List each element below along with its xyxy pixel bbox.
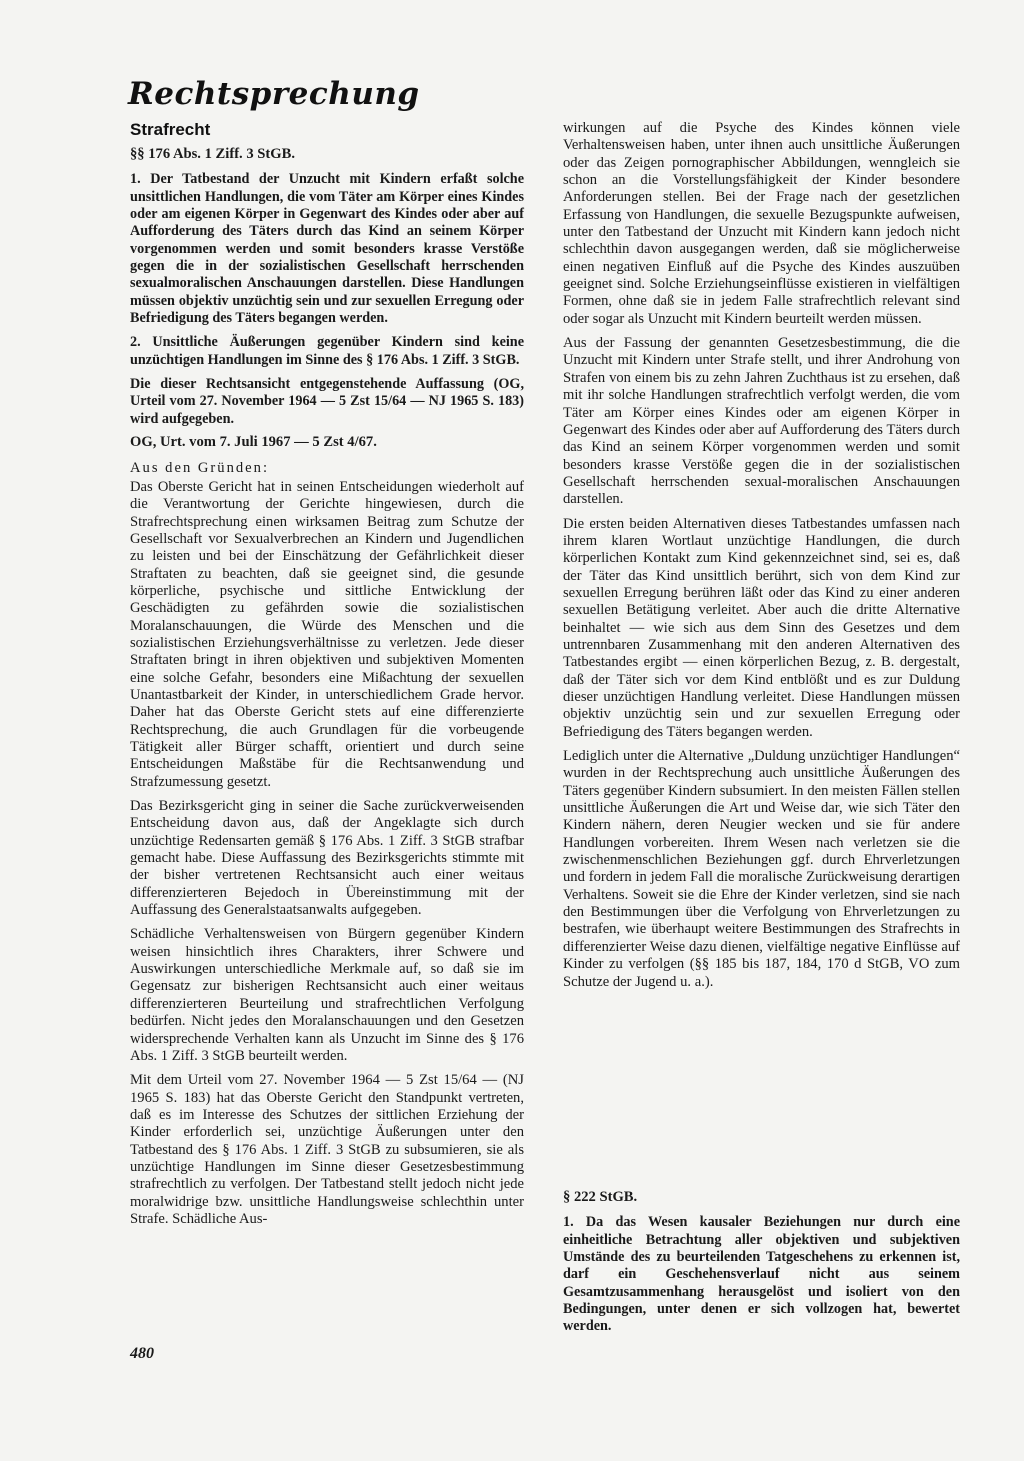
case-reference: §§ 176 Abs. 1 Ziff. 3 StGB. [130,146,296,162]
left-column [130,120,524,1231]
paragraph: Schädliche Verhaltensweisen von Bürgern gegenüber Kindern weisen hinsichtlich ihres Charakters, ihrer Schwere und Auswirkungen unterschiedliche Merkmale auf, so daß sie im Gegensatz zur bisherigen Rechtsansicht auch einer weitaus differenzierteren Beurteilung und strafrechtlichen Verfolgung bedürfen. Nicht jedes den Moralanschauungen und den Gesetzen widersprechende Verhalten kann als Unzucht im Sinne des § 176 Abs. 1 Ziff. 3 StGB beurteilt werden. [130,926,524,1064]
paragraph: Das Bezirksgericht ging in seiner die Sache zurückverweisenden Entscheidung davon aus, daß der Angeklagte sich durch unzüchtige Redensarten gemäß § 176 Abs. 1 Ziff. 3 StGB strafbar gemacht habe. Diese Auffassung des Bezirksgerichts stimmte mit der bisher vertretenen Rechtsansicht auch einer weitaus differenzierteren Bejedoch in Übereinstimmung mit der Auffassung des Generalstaatsanwalts aufgegeben. [130,798,524,919]
headnote-1: 1. Da das Wesen kausaler Beziehungen nur durch eine einheitliche Betrachtung aller objektiven und subjektiven Umstände des zu beurteilenden Tatgeschehens zu erkennen ist, darf ein Geschehensverlauf nicht aus seinem Gesamtzusammenhang herausgelöst und isoliert von den Bedingungen, unter denen er sich vollzogen hat, bewertet werden. [563,1214,960,1335]
paragraph: Die ersten beiden Alternativen dieses Tatbestandes umfassen nach ihrem klaren Wortlaut unzüchtige Handlungen, die durch körperlichen Kontakt zum Kind gekennzeichnet sind, sei es, daß der Täter das Kind unsittlich berührt, sich von dem Kind zur sexuellen Erregung berühren läßt oder das Kind zu einer anderen sexuellen Betätigung verleitet. Aber auch die dritte Alternative beinhaltet — wie sich aus dem Sinn des Gesetzes und dem untrennbaren Zusammenhang mit den anderen Alternativen des Tatbestandes ergibt — einen körperlichen Bezug, z. B. dergestalt, daß der Täter sich vor dem Kind entblößt und es zur Duldung dieser unzüchtigen Handlung verleitet. Diese Handlungen müssen objektiv unzüchtig sein und zur sexuellen Erregung oder Befriedigung des Täters begangen werden. [563,515,960,740]
section-title: Strafrecht [130,120,211,139]
paragraph: Lediglich unter die Alternative „Duldung unzüchtiger Handlungen“ wurden in der Rechtsprechung auch unsittliche Äußerungen des Täters gegenüber Kindern subsumiert. In den meisten Fällen stellen unsittliche Äußerungen die Art und Weise dar, wie sich Täter den Kindern nähern, deren Neugier wecken und sie für andere Handlungen vorbereiten. Ihrem Wesen nach verletzen sie die zwischenmenschlichen Beziehungen ggf. durch Ehrverletzungen und fordern in jedem Fall die moralische Zurückweisung derartigen Verhaltens. Soweit sie die Ehre der Kinder verletzen, sind sie nach den Bestimmungen über die Verfolgung von Ehrverletzungen zu bestrafen, wie überhaupt weitere Bestimmungen des Strafrechts in differenzierter Weise dazu dienen, vielfältige negative Einflüsse auf Kinder zu verfolgen (§§ 185 bis 187, 184, 170 d StGB, VO zum Schutze der Jugend u. a.). [563,748,960,990]
headnote-1: 1. Der Tatbestand der Unzucht mit Kindern erfaßt solche unsittlichen Handlungen, die vom Täter am Körper eines Kindes oder am eigenen Körper in Gegenwart des Kindes oder aber auf Aufforderung des Täters durch das Kind an seinem Körper vorgenommen werden und somit besonders krasse Verstöße gegen die in der sozialistischen Gesellschaft herrschenden sexualmoralischen Anschauungen darstellen. Diese Handlungen müssen objektiv unzüchtig sein und zur sexuellen Erregung oder Befriedigung des Täters begangen werden. [130,171,524,327]
page-number: 480 [130,1345,154,1362]
second-case [563,1183,960,1339]
headnote-3: Die dieser Rechtsansicht entgegenstehende Auffassung (OG, Urteil vom 27. November 1964 — 5 Zst 15/64 — NJ 1965 S. 183) wird aufgegeben. [130,376,524,427]
paragraph: Mit dem Urteil vom 27. November 1964 — 5 Zst 15/64 — (NJ 1965 S. 183) hat das Oberste Gericht den Standpunkt vertreten, daß es im Interesse des Schutzes der sittlichen Erziehung der Kinder erforderlich sei, unzüchtige Äußerungen unter den Tatbestand des § 176 Abs. 1 Ziff. 3 StGB zu subsumieren, sie als unzüchtige Handlungen im Sinne dieser Gesetzesbestimmung strafrechtlich zu verfolgen. Der Tatbestand stellt jedoch nicht jede moralwidrige bzw. unsittliche Handlungsweise schlechthin unter Strafe. Schädliche Aus- [130,1072,524,1227]
right-column [563,120,960,994]
masthead: Rechtsprechung [128,76,420,112]
grounds-label: Aus den Gründen: [130,459,270,476]
paragraph: wirkungen auf die Psyche des Kindes können viele Verhaltensweisen haben, unter ihnen auch unsittliche Äußerungen oder das Zeigen pornographischer Abbildungen, wenngleich sie schon an die Vorstellungsfähigkeit der Kinder besondere Anforderungen stellen. Bei der Frage nach der gesetzlichen Erfassung von Handlungen, die sexuelle Bezugspunkte aufweisen, unter den Tatbestand der Unzucht mit Kindern kann jedoch nicht schlechthin davon ausgegangen werden, daß sie möglicherweise einen negativen Einfluß auf die Psyche des Kindes auszuüben geeignet sind. Solche Erziehungseinflüsse existieren in vielfältigen Formen, ohne daß sie in jedem Falle strafrechtlich relevant sind oder sogar als Unzucht mit Kindern beurteilt werden müssen. [563,120,960,327]
paragraph: Das Oberste Gericht hat in seinen Entscheidungen wiederholt auf die Verantwortung der Gerichte hingewiesen, durch die Strafrechtsprechung einen wirksamen Beitrag zum Schutze der Gesellschaft vor Sexualverbrechen an Kindern und Jugendlichen zu leisten und bei der Einschätzung der Gefährlichkeit dieser Straftaten zu beachten, daß sie geeignet sind, die gesunde körperliche, psychische und sittliche Entwicklung der Geschädigten zu gefährden sowie die sozialistischen Moralanschauungen, die Würde des Menschen und die sozialistischen Erziehungsverhältnisse zu verletzen. Jede dieser Straftaten bringt in ihren objektiven und subjektiven Momenten eine solche Gefahr, besonders eine Mißachtung der sexuellen Unantastbarkeit der Kinder, in unterschiedlichem Grade hervor. Daher hat das Oberste Gericht stets auf eine differenzierte Rechtsprechung, die auch Grundlagen für die vorbeugende Tätigkeit aller Bürger schafft, orientiert und durch seine Entscheidungen Maßstäbe für die Rechtsanwendung und Strafzumessung gesetzt. [130,478,524,790]
headnote-2: 2. Unsittliche Äußerungen gegenüber Kindern sind keine unzüchtigen Handlungen im Sinne des § 176 Abs. 1 Ziff. 3 StGB. [130,334,524,368]
court-citation: OG, Urt. vom 7. Juli 1967 — 5 Zst 4/67. [130,434,377,451]
case-reference: § 222 StGB. [563,1189,638,1205]
paragraph: Aus der Fassung der genannten Gesetzesbestimmung, die die Unzucht mit Kindern unter Strafe stellt, und ihrer Androhung von Strafen von einem bis zu zehn Jahren Zuchthaus ist zu ersehen, daß mit ihr solche Handlungen strafrechtlich verfolgt werden, die vom Täter am Körper eines Kindes oder am eigenen Körper in Gegenwart des Kindes oder aber auf Aufforderung des Täters durch das Kind an seinem Körper vorgenommen werden und somit besonders krasse Verstöße gegen die in der sozialistischen Gesellschaft herrschenden sexual-moralischen Anschauungen darstellen. [563,335,960,508]
